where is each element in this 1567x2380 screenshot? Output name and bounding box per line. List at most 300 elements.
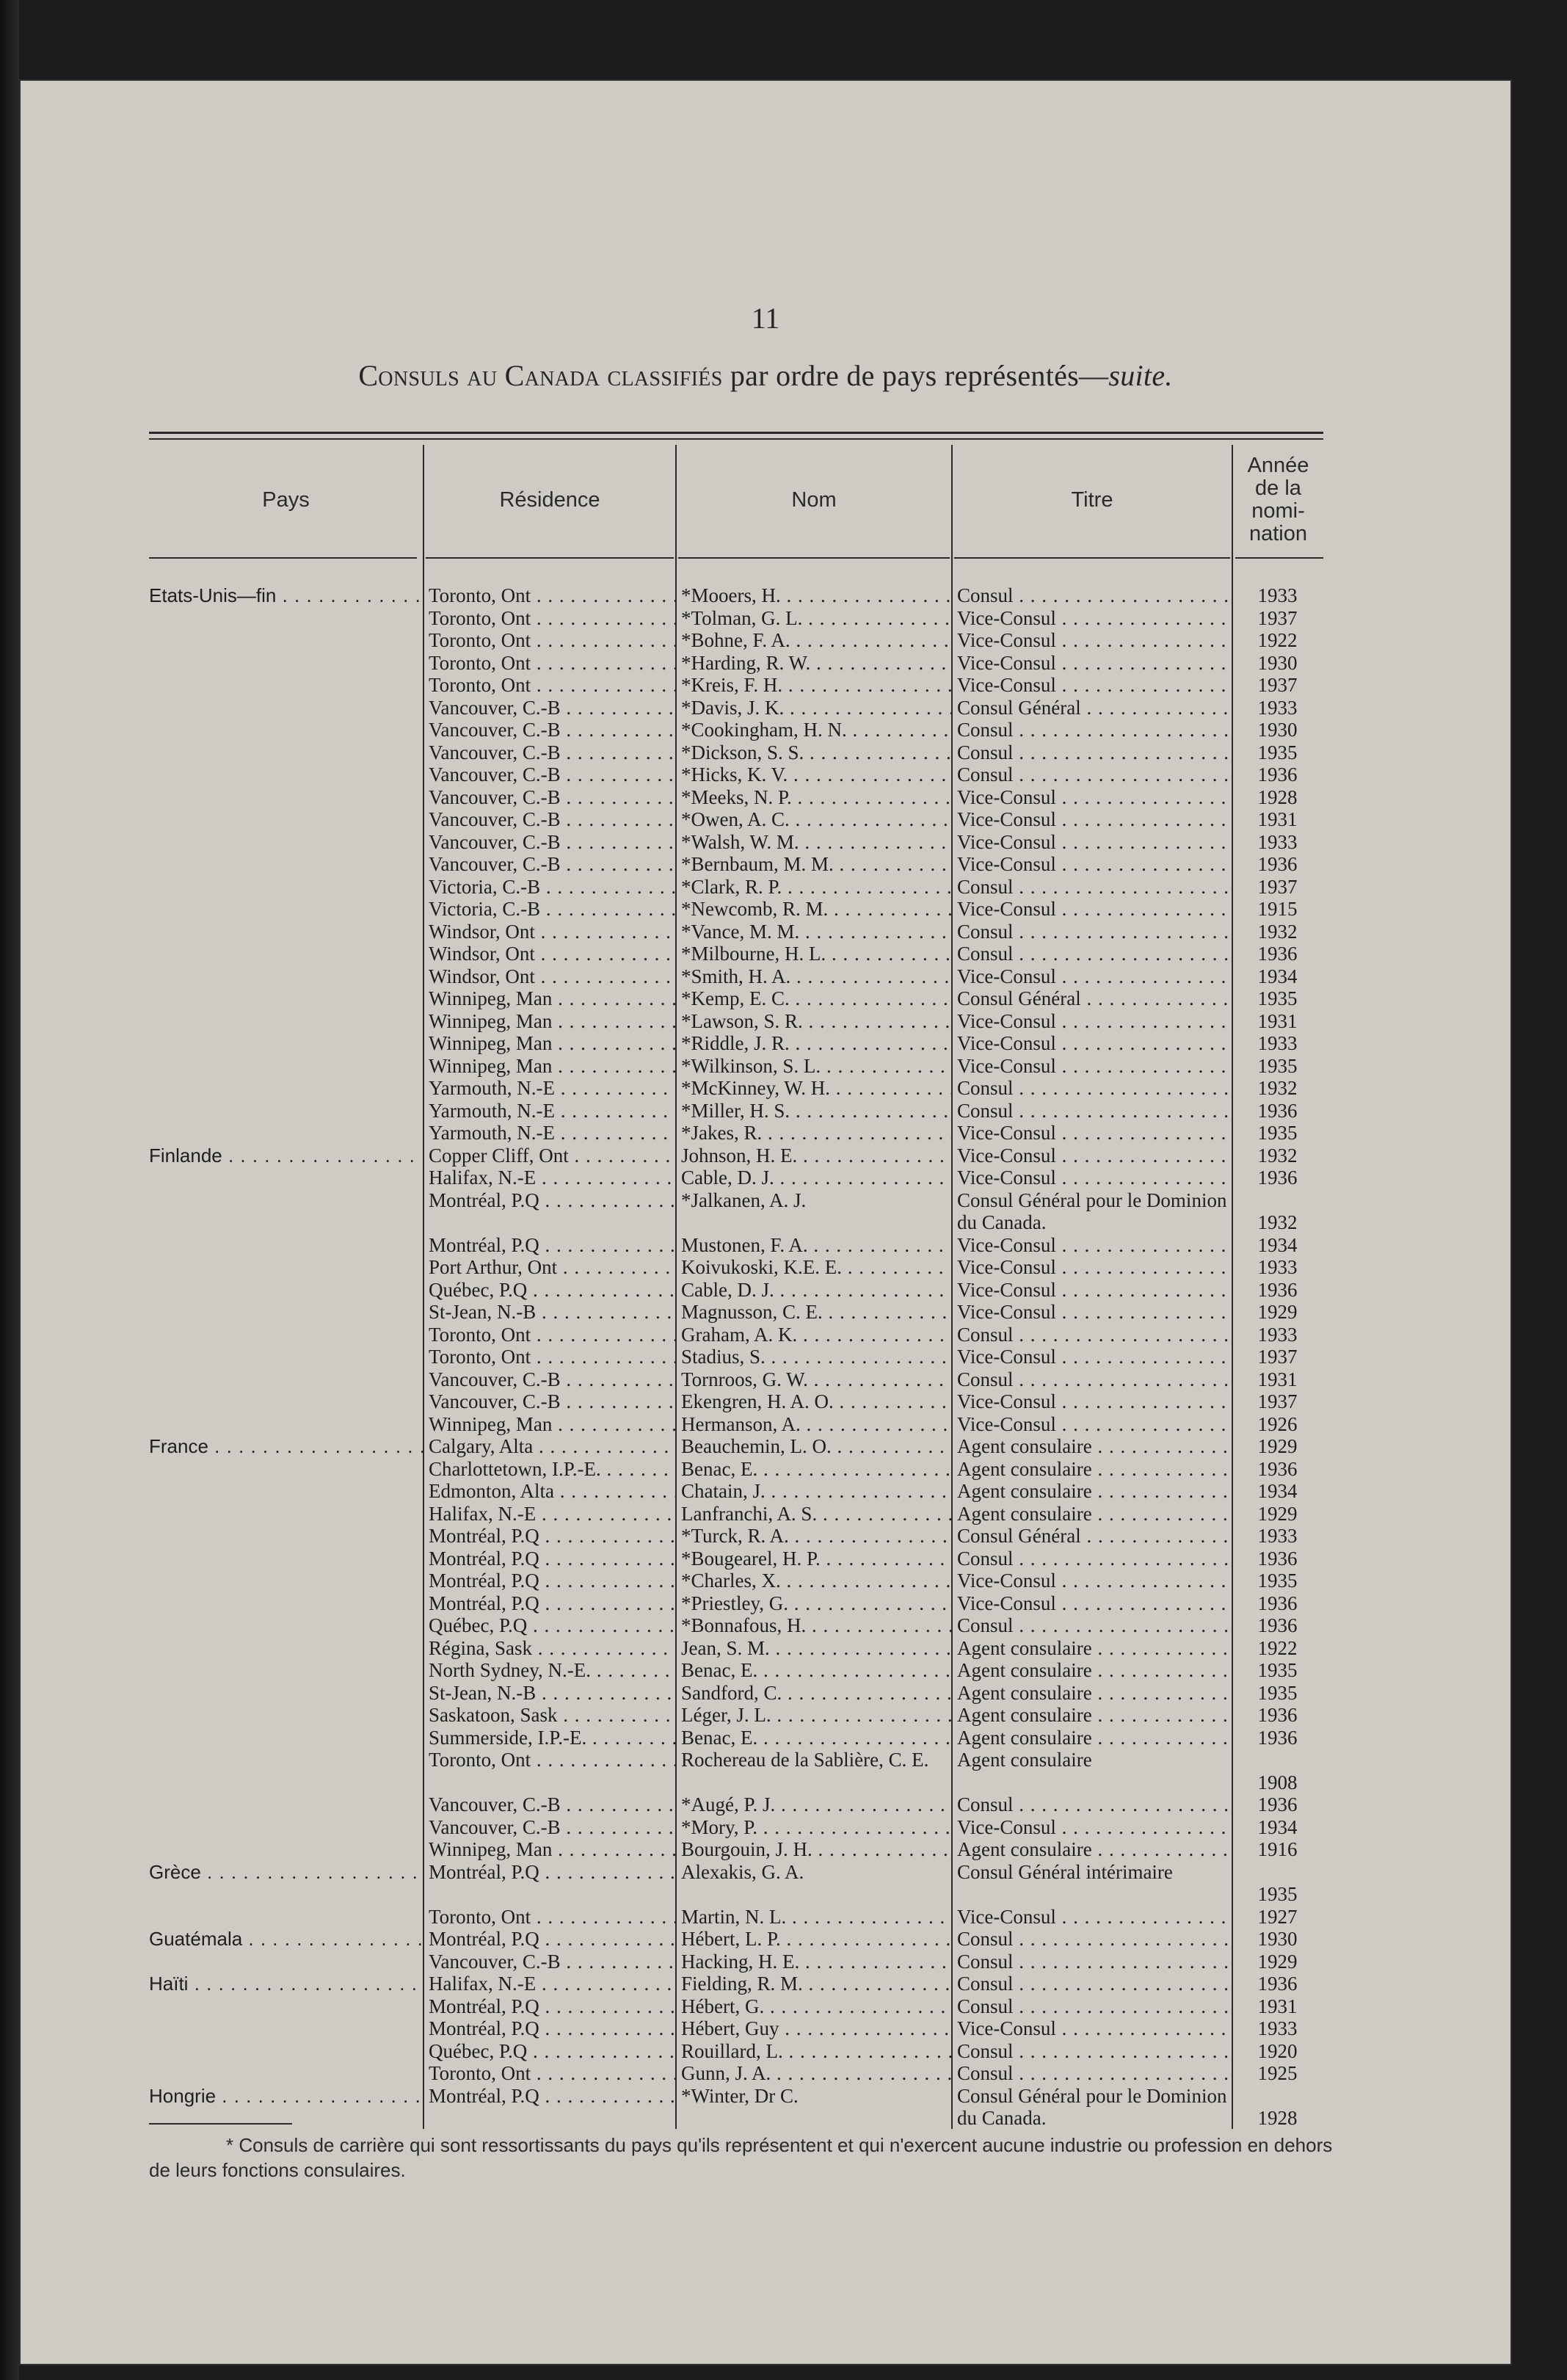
residence-cell: Montréal, P.Q . . . — [423, 2085, 675, 2130]
name-cell: *Tolman, G. L. . . . — [675, 607, 951, 630]
name-cell: *Walsh, W. M. . . . — [675, 831, 951, 854]
name-cell: Hacking, H. E. . . . — [675, 1951, 951, 1973]
year-cell: 1936 — [1257, 1167, 1298, 1189]
table-row — [149, 697, 1323, 719]
country-cell — [149, 2040, 423, 2063]
title-cell: Vice-Consul . . . — [951, 1144, 1232, 1167]
header-nom: Nom — [791, 487, 837, 512]
year-cell: 1937 — [1257, 674, 1298, 696]
title-cell: Vice-Consul . . . — [951, 652, 1232, 675]
residence-cell: Québec, P.Q . . . — [423, 2040, 675, 2063]
header-annee: Année de la nomi- nation — [1247, 454, 1309, 545]
name-cell: Benac, E. . . . — [675, 1727, 951, 1749]
table-row — [149, 2017, 1323, 2040]
country-cell — [149, 763, 423, 786]
title-cell: Agent consulaire — [957, 1749, 1092, 1771]
residence-cell: Yarmouth, N.-E . . . — [423, 1077, 675, 1100]
residence-cell: Toronto, Ont . . . — [423, 607, 675, 630]
table-row — [149, 943, 1323, 965]
name-cell: Benac, E. . . . — [675, 1659, 951, 1682]
country-cell: Haïti . . . — [149, 1973, 423, 1995]
title-middle: par ordre de pays représentés— — [722, 359, 1109, 392]
table-row — [149, 1704, 1323, 1727]
residence-cell: Toronto, Ont . . . — [423, 652, 675, 675]
name-cell: Rochereau de la Sablière, C. E. — [681, 1749, 929, 1771]
year-cell: 1931 — [1257, 1368, 1298, 1390]
name-cell: Magnusson, C. E. . . . — [675, 1301, 951, 1324]
country-cell — [149, 1592, 423, 1615]
name-cell: Cable, D. J. . . . — [675, 1167, 951, 1189]
footnote-rule — [149, 2123, 292, 2125]
name-cell: Hébert, G. . . . — [675, 1995, 951, 2018]
table-row — [149, 1480, 1323, 1503]
table-row — [149, 1256, 1323, 1279]
table-row — [149, 987, 1323, 1010]
header-rule — [678, 557, 950, 559]
residence-cell: Halifax, N.-E . . . — [423, 1167, 675, 1189]
year-cell: 1935 — [1257, 1054, 1298, 1077]
residence-cell: Montréal, P.Q . . . — [423, 1928, 675, 1951]
table-row — [149, 1413, 1323, 1436]
table-row — [149, 1614, 1323, 1637]
header-rule — [1235, 557, 1323, 559]
year-cell: 1932 — [1257, 1077, 1298, 1099]
country-cell — [149, 1793, 423, 1816]
year-cell: 1930 — [1257, 719, 1298, 741]
table-row — [149, 1032, 1323, 1055]
year-cell: 1933 — [1257, 1323, 1298, 1346]
country-cell — [149, 1906, 423, 1929]
name-cell: *Mooers, H. . . . — [675, 584, 951, 607]
country-cell — [149, 1816, 423, 1839]
year-cell: 1936 — [1257, 1973, 1298, 1995]
country-cell — [149, 1682, 423, 1705]
name-cell: Martin, N. L. . . . — [675, 1906, 951, 1929]
residence-cell: Toronto, Ont . . . — [423, 1749, 675, 1793]
name-cell: *Cookingham, H. N. . . . — [675, 719, 951, 741]
country-cell — [149, 1838, 423, 1861]
name-cell: Mustonen, F. A. . . . — [675, 1234, 951, 1257]
year-cell: 1925 — [1257, 2062, 1298, 2084]
title-cell: Consul . . . — [951, 584, 1232, 607]
name-cell: *Davis, J. K. . . . — [675, 697, 951, 719]
name-cell: *Kemp, E. C. . . . — [675, 987, 951, 1010]
table-row — [149, 1592, 1323, 1615]
table-row — [149, 2040, 1323, 2063]
title-cell: Consul . . . — [951, 719, 1232, 741]
name-cell: Beauchemin, L. O. . . . — [675, 1435, 951, 1458]
name-cell: *Bohne, F. A. . . . — [675, 629, 951, 652]
residence-cell: Toronto, Ont . . . — [423, 1346, 675, 1368]
year-cell: 1937 — [1257, 606, 1298, 629]
country-cell — [149, 1704, 423, 1727]
country-cell — [149, 1324, 423, 1346]
title-cell: Consul . . . — [951, 876, 1232, 899]
table-row — [149, 1570, 1323, 1592]
name-cell: *Meeks, N. P. . . . — [675, 786, 951, 809]
name-cell: Stadius, S. . . . — [675, 1346, 951, 1368]
residence-cell: Winnipeg, Man . . . — [423, 987, 675, 1010]
residence-cell: Montréal, P.Q . . . — [423, 1525, 675, 1548]
table-row — [149, 1861, 1323, 1906]
country-cell — [149, 1368, 423, 1391]
page-number: 11 — [751, 302, 780, 335]
residence-cell: Calgary, Alta . . . — [423, 1435, 675, 1458]
country-cell — [149, 1390, 423, 1413]
footnote: * Consuls de carrière qui sont ressortissants du pays qu'ils représentent et qui n'exercent aucune industrie ou profession en dehors de leurs fonctions consulaires. — [149, 2134, 1333, 2181]
title-italic: suite. — [1108, 359, 1173, 392]
year-cell: 1933 — [1257, 1256, 1298, 1278]
title-cell: Vice-Consul . . . — [951, 1390, 1232, 1413]
year-cell: 1922 — [1257, 1636, 1298, 1659]
scan-edge — [0, 0, 19, 2380]
title-cell: Consul . . . — [951, 763, 1232, 786]
table-row — [149, 898, 1323, 921]
table-row — [149, 2062, 1323, 2085]
name-cell: Bourgouin, J. H. . . . — [675, 1838, 951, 1861]
table-row — [149, 2085, 1323, 2130]
year-cell: 1936 — [1257, 1793, 1298, 1815]
country-cell: Guatémala . . . — [149, 1928, 423, 1951]
name-cell: Chatain, J. . . . — [675, 1480, 951, 1503]
title-cell: Vice-Consul . . . — [951, 1055, 1232, 1078]
title-cell: Consul . . . — [951, 1973, 1232, 1995]
residence-cell: Vancouver, C.-B . . . — [423, 1793, 675, 1816]
table-row — [149, 652, 1323, 675]
year-cell: 1936 — [1257, 1457, 1298, 1480]
country-cell — [149, 1637, 423, 1660]
table-row — [149, 1682, 1323, 1705]
residence-cell: Windsor, Ont . . . — [423, 921, 675, 943]
residence-cell: Toronto, Ont . . . — [423, 1324, 675, 1346]
country-cell: France . . . — [149, 1435, 423, 1458]
country-cell — [149, 898, 423, 921]
residence-cell: Vancouver, C.-B . . . — [423, 697, 675, 719]
residence-cell: Toronto, Ont . . . — [423, 584, 675, 607]
consuls-table — [149, 432, 1323, 2129]
title-cell: Consul . . . — [951, 1324, 1232, 1346]
table-row — [149, 1368, 1323, 1391]
title-cell: Consul . . . — [951, 741, 1232, 764]
table-row — [149, 1503, 1323, 1525]
residence-cell: Toronto, Ont . . . — [423, 629, 675, 652]
year-cell: 1935 — [1257, 1681, 1298, 1704]
name-cell: Benac, E. . . . — [675, 1458, 951, 1481]
residence-cell: Régina, Sask . . . — [423, 1637, 675, 1660]
table-row — [149, 1928, 1323, 1951]
residence-cell: Charlottetown, I.P.-E. . . . — [423, 1458, 675, 1481]
year-cell: 1928 — [1257, 786, 1298, 808]
name-cell: *Bernbaum, M. M. . . . — [675, 853, 951, 876]
country-cell — [149, 1256, 423, 1279]
table-row — [149, 1301, 1323, 1324]
table-row — [149, 1458, 1323, 1481]
title-cell: Consul Général . . . — [951, 1525, 1232, 1548]
country-cell — [149, 831, 423, 854]
country-cell — [149, 1032, 423, 1055]
table-row — [149, 965, 1323, 988]
country-cell — [149, 1010, 423, 1033]
year-cell: 1929 — [1257, 1301, 1298, 1323]
residence-cell: Toronto, Ont . . . — [423, 2062, 675, 2085]
name-cell: *Vance, M. M. . . . — [675, 921, 951, 943]
table-top-rule-2 — [149, 438, 1323, 440]
residence-cell: Toronto, Ont . . . — [423, 1906, 675, 1929]
title-cell: Vice-Consul . . . — [951, 808, 1232, 831]
title-cell: Agent consulaire . . . — [951, 1838, 1232, 1861]
residence-cell: Montréal, P.Q . . . — [423, 1861, 675, 1906]
name-cell: *Harding, R. W. . . . — [675, 652, 951, 675]
country-cell — [149, 1167, 423, 1189]
country-cell — [149, 652, 423, 675]
title-cell: Vice-Consul . . . — [951, 1570, 1232, 1592]
table-row — [149, 1234, 1323, 1257]
year-cell: 1920 — [1257, 2039, 1298, 2062]
residence-cell: Vancouver, C.-B . . . — [423, 763, 675, 786]
name-cell: *Jalkanen, A. J. — [681, 1189, 807, 1211]
table-row — [149, 1346, 1323, 1368]
year-cell: 1937 — [1257, 875, 1298, 898]
name-cell: *Mory, P. . . . — [675, 1816, 951, 1839]
residence-cell: Summerside, I.P.-E. . . . — [423, 1727, 675, 1749]
residence-cell: Winnipeg, Man . . . — [423, 1413, 675, 1436]
country-cell — [149, 1659, 423, 1682]
residence-cell: Halifax, N.-E . . . — [423, 1503, 675, 1525]
table-row — [149, 1951, 1323, 1973]
title-cell: Consul . . . — [951, 921, 1232, 943]
year-cell: 1929 — [1257, 1950, 1298, 1973]
name-cell: *Newcomb, R. M. . . . — [675, 898, 951, 921]
residence-cell: Vancouver, C.-B . . . — [423, 808, 675, 831]
title-cell: Agent consulaire . . . — [951, 1435, 1232, 1458]
residence-cell: Yarmouth, N.-E . . . — [423, 1122, 675, 1144]
title-cell: Consul Général intérimaire — [957, 1860, 1173, 1883]
title-cell: Consul . . . — [951, 2062, 1232, 2085]
country-cell — [149, 741, 423, 764]
country-cell — [149, 1077, 423, 1100]
year-cell: 1936 — [1257, 1704, 1298, 1726]
country-cell — [149, 1951, 423, 1973]
residence-cell: Toronto, Ont . . . — [423, 674, 675, 697]
title-cell: Consul . . . — [951, 1548, 1232, 1570]
country-cell — [149, 1749, 423, 1793]
residence-cell: Vancouver, C.-B . . . — [423, 1951, 675, 1973]
title-cell: Agent consulaire . . . — [951, 1503, 1232, 1525]
table-row — [149, 584, 1323, 607]
name-cell: *Jakes, R. . . . — [675, 1122, 951, 1144]
header-residence: Résidence — [499, 487, 600, 512]
country-cell — [149, 1055, 423, 1078]
year-cell: 1936 — [1257, 1547, 1298, 1570]
title-cell: Vice-Consul . . . — [951, 965, 1232, 988]
country-cell — [149, 607, 423, 630]
year-cell: 1936 — [1257, 1592, 1298, 1614]
title-cell: Agent consulaire . . . — [951, 1480, 1232, 1503]
country-cell — [149, 987, 423, 1010]
title-cell: Agent consulaire . . . — [951, 1659, 1232, 1682]
title-cell: Consul . . . — [951, 1077, 1232, 1100]
table-body — [149, 584, 1323, 2130]
residence-cell: Vancouver, C.-B . . . — [423, 1368, 675, 1391]
country-cell — [149, 1279, 423, 1302]
year-cell: 1936 — [1257, 853, 1298, 875]
residence-cell: Copper Cliff, Ont . . . — [423, 1144, 675, 1167]
country-cell — [149, 1122, 423, 1144]
title-cell: Consul . . . — [951, 1100, 1232, 1122]
name-cell: *Hicks, K. V. . . . — [675, 763, 951, 786]
name-cell: *Winter, Dr C. — [681, 2084, 799, 2107]
country-cell — [149, 629, 423, 652]
header-rule — [149, 557, 417, 559]
table-row — [149, 1279, 1323, 1302]
name-cell: Alexakis, G. A. — [681, 1860, 804, 1883]
table-row — [149, 1144, 1323, 1167]
residence-cell: Windsor, Ont . . . — [423, 965, 675, 988]
title-cell: Consul Général . . . — [951, 697, 1232, 719]
year-cell: 1937 — [1257, 1346, 1298, 1368]
residence-cell: Montréal, P.Q . . . — [423, 1189, 675, 1234]
year-cell: 1935 — [1257, 741, 1298, 763]
title-cell: Vice-Consul . . . — [951, 1301, 1232, 1324]
header-rule — [426, 557, 674, 559]
name-cell: Hermanson, A. . . . — [675, 1413, 951, 1436]
table-row — [149, 1324, 1323, 1346]
table-row — [149, 1973, 1323, 1995]
name-cell: *McKinney, W. H. . . . — [675, 1077, 951, 1100]
year-cell: 1931 — [1257, 1995, 1298, 2017]
country-cell — [149, 943, 423, 965]
title-cell: Vice-Consul . . . — [951, 1816, 1232, 1839]
title-cell: Agent consulaire . . . — [951, 1727, 1232, 1749]
table-row — [149, 808, 1323, 831]
country-cell: Grèce . . . — [149, 1861, 423, 1906]
year-cell: 1935 — [1257, 1570, 1298, 1592]
year-cell: 1926 — [1257, 1412, 1298, 1435]
year-cell: 1937 — [1257, 1390, 1298, 1412]
title-cell: Consul . . . — [951, 1951, 1232, 1973]
title-cell: Vice-Consul . . . — [951, 1256, 1232, 1279]
name-cell: Koivukoski, K.E. E. . . . — [675, 1256, 951, 1279]
year-cell: 1936 — [1257, 1614, 1298, 1636]
country-cell — [149, 1100, 423, 1122]
name-cell: Graham, A. K. . . . — [675, 1324, 951, 1346]
name-cell: *Kreis, F. H. . . . — [675, 674, 951, 697]
country-cell — [149, 1234, 423, 1257]
year-cell: 1932 — [1257, 920, 1298, 943]
year-cell: 1929 — [1257, 1502, 1298, 1525]
table-row — [149, 1122, 1323, 1144]
table-top-rule — [149, 432, 1323, 434]
country-cell — [149, 1995, 423, 2018]
year-cell: 1931 — [1257, 808, 1298, 830]
title-cell: Vice-Consul . . . — [951, 1346, 1232, 1368]
name-cell: *Clark, R. P. . . . — [675, 876, 951, 899]
year-cell: 1915 — [1257, 898, 1298, 920]
country-cell: Hongrie . . . — [149, 2085, 423, 2130]
residence-cell: Winnipeg, Man . . . — [423, 1055, 675, 1078]
country-cell — [149, 1413, 423, 1436]
country-cell — [149, 808, 423, 831]
header-titre: Titre — [1071, 487, 1113, 512]
country-cell — [149, 1614, 423, 1637]
title-cell: Consul Général pour le Dominion du Canada. — [957, 1189, 1227, 1233]
name-cell: *Bougearel, H. P. . . . — [675, 1548, 951, 1570]
document-page — [21, 81, 1510, 2364]
header-pays: Pays — [262, 487, 310, 512]
residence-cell: Montréal, P.Q . . . — [423, 1234, 675, 1257]
year-cell: 1931 — [1257, 1009, 1298, 1032]
title-cell: Agent consulaire . . . — [951, 1458, 1232, 1481]
name-cell: *Dickson, S. S. . . . — [675, 741, 951, 764]
title-cell: Consul . . . — [951, 1614, 1232, 1637]
table-row — [149, 876, 1323, 899]
name-cell: Fielding, R. M. . . . — [675, 1973, 951, 1995]
title-cell: Vice-Consul . . . — [951, 853, 1232, 876]
residence-cell: Vancouver, C.-B . . . — [423, 831, 675, 854]
country-cell — [149, 1503, 423, 1525]
title-cell: Vice-Consul . . . — [951, 1167, 1232, 1189]
title-cell: Vice-Consul . . . — [951, 1032, 1232, 1055]
table-row — [149, 831, 1323, 854]
year-cell: 1933 — [1257, 1525, 1298, 1547]
country-cell — [149, 1189, 423, 1234]
year-cell: 1936 — [1257, 1726, 1298, 1749]
title-cell: Consul . . . — [951, 2040, 1232, 2063]
name-cell: Cable, D. J. . . . — [675, 1279, 951, 1302]
title-cell: Vice-Consul . . . — [951, 2017, 1232, 2040]
title-cell: Vice-Consul . . . — [951, 1279, 1232, 1302]
name-cell: *Priestley, G. . . . — [675, 1592, 951, 1615]
residence-cell: St-Jean, N.-B . . . — [423, 1301, 675, 1324]
year-cell: 1935 — [1257, 1659, 1298, 1681]
table-row — [149, 1906, 1323, 1929]
country-cell — [149, 876, 423, 899]
name-cell: Hébert, L. P. . . . — [675, 1928, 951, 1951]
year-cell: 1922 — [1257, 629, 1298, 651]
title-cell: Consul . . . — [951, 943, 1232, 965]
year-cell: 1934 — [1257, 965, 1298, 987]
country-cell — [149, 1570, 423, 1592]
name-cell: *Miller, H. S. . . . — [675, 1100, 951, 1122]
title-cell: Consul Général pour le Dominion du Canada. — [957, 2084, 1227, 2129]
residence-cell: Halifax, N.-E . . . — [423, 1973, 675, 1995]
name-cell: Gunn, J. A. . . . — [675, 2062, 951, 2085]
year-cell: 1934 — [1257, 1815, 1298, 1838]
title-cell: Vice-Consul . . . — [951, 1122, 1232, 1144]
title-cell: Vice-Consul . . . — [951, 786, 1232, 809]
country-cell — [149, 853, 423, 876]
table-row — [149, 1055, 1323, 1078]
title-smallcaps: Consuls au Canada classifiés — [358, 359, 723, 392]
country-cell — [149, 674, 423, 697]
residence-cell: Québec, P.Q . . . — [423, 1614, 675, 1637]
title-cell: Consul Général . . . — [951, 987, 1232, 1010]
residence-cell: Edmonton, Alta . . . — [423, 1480, 675, 1503]
name-cell: Léger, J. L. . . . — [675, 1704, 951, 1727]
table-row — [149, 1189, 1323, 1234]
table-row — [149, 1167, 1323, 1189]
year-cell: 1936 — [1257, 943, 1298, 965]
name-cell: Jean, S. M. . . . — [675, 1637, 951, 1660]
residence-cell: Windsor, Ont . . . — [423, 943, 675, 965]
country-cell — [149, 786, 423, 809]
title-cell: Agent consulaire . . . — [951, 1637, 1232, 1660]
year-cell: 1933 — [1257, 2017, 1298, 2039]
table-row — [149, 1838, 1323, 1861]
table-row — [149, 1525, 1323, 1548]
residence-cell: Victoria, C.-B . . . — [423, 876, 675, 899]
table-row — [149, 1727, 1323, 1749]
